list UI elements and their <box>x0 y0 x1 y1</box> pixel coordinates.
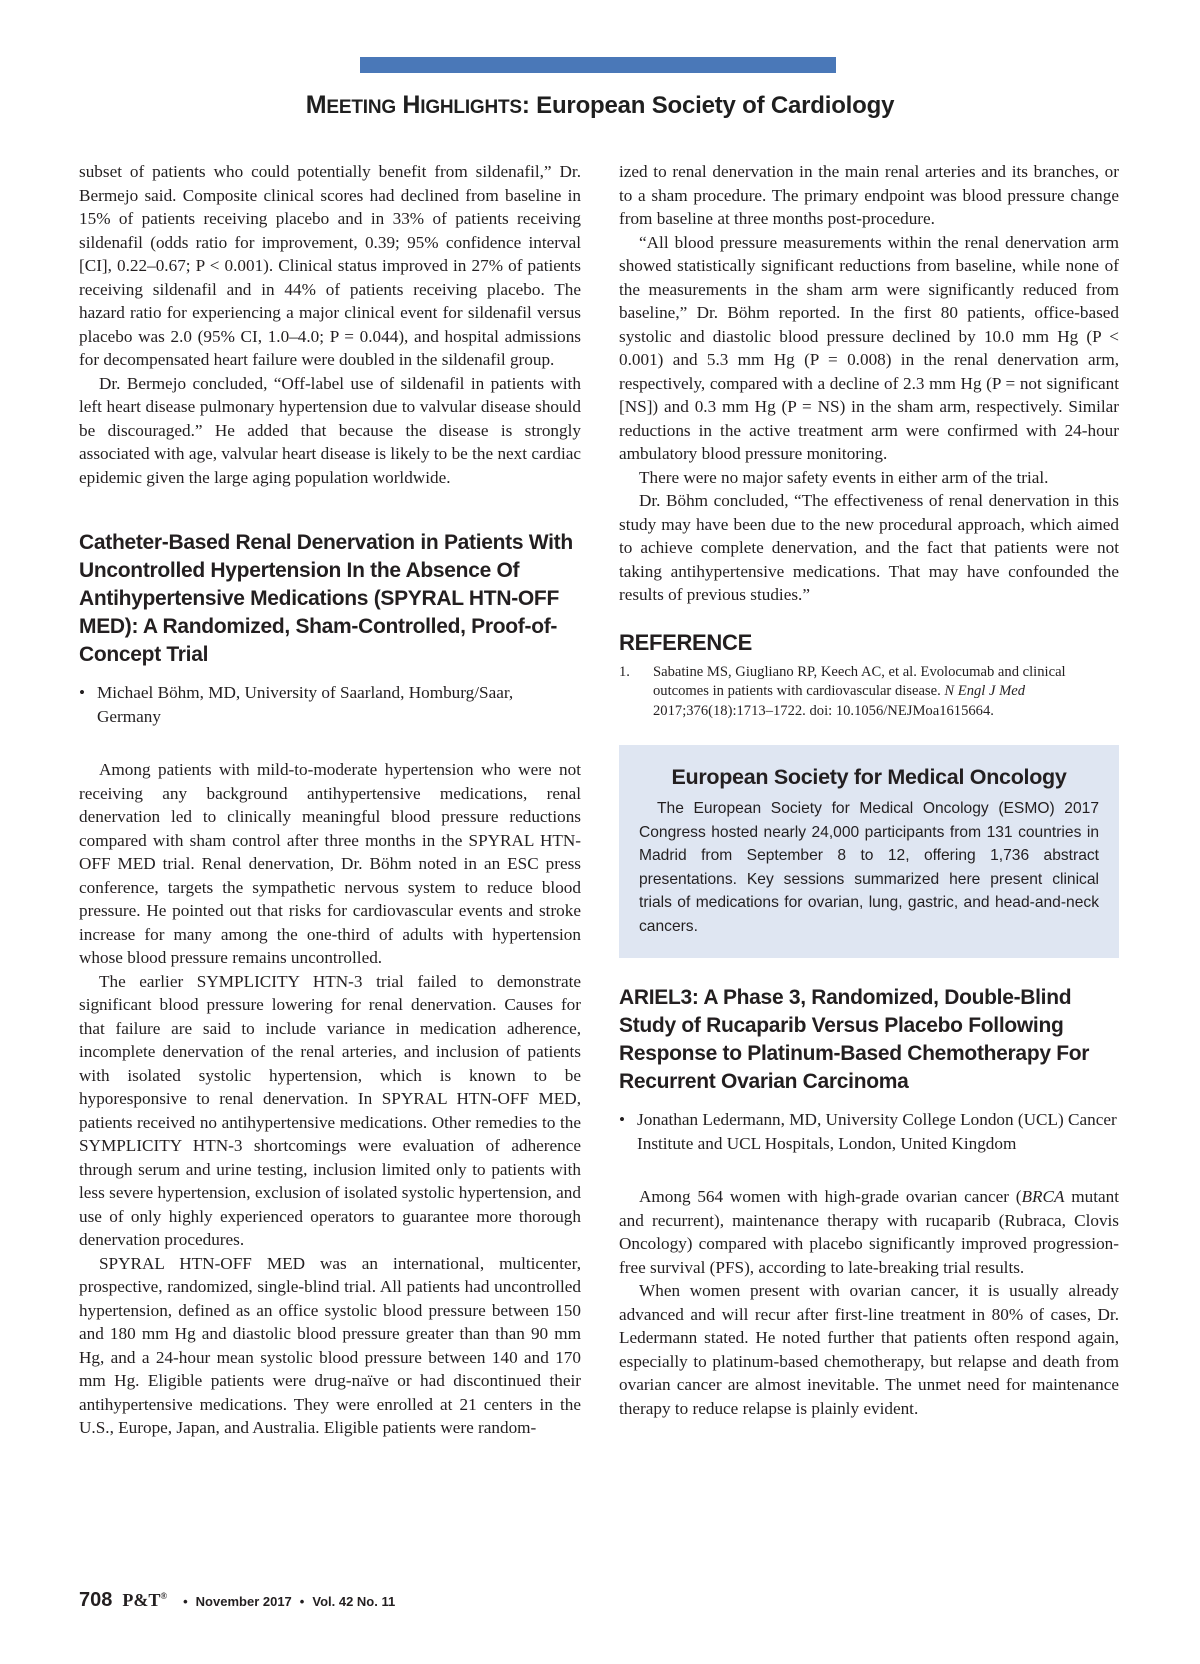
right-para-5-a: Among 564 women with high-grade ovarian cancer ( <box>639 1187 1022 1206</box>
left-para-4: The earlier SYMPLICITY HTN-3 trial failed to demonstrate significant blood pressure lowering for renal denervation. Causes for that failure are said to include variance in medication adherence, incomplete denervation of the renal arteries, and inclusion of patients with isolated systolic hypertension, which is known to be hyporesponsive to renal denervation. In SPYRAL HTN-OFF MED, patients received no antihypertensive medications. Other remedies to the SYMPLICITY HTN-3 shortcomings were evaluation of adherence through serum and urine testing, inclusion limited only to patients with less severe hypertension, exclusion of isolated systolic hypertension, and use of only highly experienced operators to guarantee more thorough denervation procedures. <box>79 971 581 1249</box>
reference-journal: N Engl J Med <box>944 683 1026 699</box>
header-accent-bar <box>360 57 836 73</box>
right-para-5-b: mutant and recurrent), maintenance therapy with rucaparib (Rubraca, Clovis Oncology) compared with placebo significantly improved progression-free survival (PFS), according to late-breaking trial results. <box>619 1187 1119 1277</box>
bullet-icon: • <box>619 1110 626 1129</box>
page-footer <box>79 1589 395 1612</box>
running-head-cap1: M <box>305 91 327 119</box>
left-para-1: subset of patients who could potentially benefit from sildenafil,” Dr. Bermejo said. Composite clinical scores had declined from baseline in 15% of patients receiving placebo and in 33% of patients receiving sildenafil (odds ratio for improvement, 0.39; 95% confidence interval [CI], 0.22–0.67; P < 0.001). Clinical status improved in 27% of patients receiving sildenafil and in 44% of patients receiving placebo. The hazard ratio for experiencing a major clinical event for sildenafil versus placebo was 2.0 (95% CI, 1.0–4.0; P = 0.044), and hospital admissions for decompensated heart failure were doubled in the sildenafil group. <box>79 162 581 369</box>
reference-text: Sabatine MS, Giugliano RP, Keech AC, et al. Evolocumab and clinical outcomes in patients with cardiovascular disease. <box>653 663 1066 699</box>
registered-mark: ® <box>160 1591 168 1601</box>
running-head <box>0 91 1200 120</box>
reference-body <box>653 663 1119 722</box>
bullet-icon: • <box>79 683 86 702</box>
running-head-rest: : European Society of Cardiology <box>521 92 895 119</box>
section-heading-spyral: Catheter-Based Renal Denervation in Patients With Uncontrolled Hypertension In the Absence Of Antihypertensive Medications (SPYRAL HTN-OFF MED): A Randomized, Sham-Controlled, Proof-of-Concept Trial <box>79 531 573 666</box>
byline-text: Michael Böhm, MD, University of Saarland, Homburg/Saar, Germany <box>97 683 514 726</box>
reference-item <box>619 663 1119 722</box>
journal-title: P&T <box>122 1590 161 1610</box>
volume: Vol. 42 No. 11 <box>312 1594 396 1609</box>
right-para-2: “All blood pressure measurements within the renal denervation arm showed statistically significant reductions from baseline, while none of the measurements in the sham arm were significantly reduced from baseline,” Dr. Böhm reported. In the first 80 patients, office-based systolic and diastolic blood pressure declined by 10.0 mm Hg (P < 0.001) and 5.3 mm Hg (P = 0.008) in the renal denervation arm, respectively, compared with a decline of 2.3 mm Hg (P = not significant [NS]) and 0.3 mm Hg (P = NS) in the sham arm, respectively. Similar reductions in the active treatment arm were confirmed with 24-hour ambulatory blood pressure monitoring. <box>619 232 1119 463</box>
left-para-2: Dr. Bermejo concluded, “Off-label use of sildenafil in patients with left heart disease pulmonary hypertension due to valvular disease should be discouraged.” He added that because the disease is strongly associated with age, valvular heart disease is likely to be the next cardiac epidemic given the large aging population worldwide. <box>79 373 581 487</box>
left-para-5: SPYRAL HTN-OFF MED was an international, multicenter, prospective, randomized, single-blind trial. All patients had uncontrolled hypertension, defined as an office systolic blood pressure between 150 and 180 mm Hg and diastolic blood pressure greater than than 90 mm Hg, and a 24-hour mean systolic blood pressure between 140 and 170 mm Hg. Eligible patients were drug-naïve or had discontinued their antihypertensive medications. They were enrolled at 21 centers in the U.S., Europe, Japan, and Australia. Eligible patients were random- <box>79 1253 581 1437</box>
esmo-callout-box <box>619 745 1119 958</box>
reference-tail: 2017;376(18):1713–1722. doi: 10.1056/NEJMoa1615664. <box>653 702 994 719</box>
reference-number: 1. <box>619 663 630 680</box>
byline-text: Jonathan Ledermann, MD, University College London (UCL) Cancer Institute and UCL Hospitals, London, United Kingdom <box>637 1110 1117 1153</box>
brca-term: BRCA <box>1021 1187 1065 1206</box>
byline-bohm <box>79 681 581 728</box>
esmo-box-body: The European Society for Medical Oncology (ESMO) 2017 Congress hosted nearly 24,000 participants from 131 countries in Madrid from September 8 to 12, offering 1,736 abstract presentations. Key sessions summarized here present clinical trials of medications for ovarian, lung, gastric, and head-and-neck cancers. <box>639 800 1099 935</box>
left-column <box>79 160 581 1440</box>
right-para-1: ized to renal denervation in the main renal arteries and its branches, or to a sham procedure. The primary endpoint was blood pressure change from baseline at three months post-procedure. <box>619 162 1119 228</box>
right-para-6: When women present with ovarian cancer, it is usually already advanced and will recur after first-line treatment in 80% of cases, Dr. Ledermann stated. He noted further that patients often respond again, especially to platinum-based chemotherapy, but relapse and death from ovarian cancer are almost inevitable. The unmet need for maintenance therapy to reduce relapse is plainly evident. <box>619 1281 1119 1418</box>
reference-heading: REFERENCE <box>619 629 752 655</box>
right-column <box>619 160 1119 1420</box>
footer-bullet-1: • <box>183 1594 188 1609</box>
byline-ledermann <box>619 1108 1119 1155</box>
page-number: 708 <box>79 1589 113 1611</box>
esmo-box-title: European Society for Medical Oncology <box>671 765 1067 789</box>
right-para-5 <box>619 1185 1119 1279</box>
section-heading-ariel3: ARIEL3: A Phase 3, Randomized, Double-Blind Study of Rucaparib Versus Placebo Following Response to Platinum-Based Chemotherapy For Recurrent Ovarian Carcinoma <box>619 986 1090 1093</box>
footer-bullet-2: • <box>299 1594 305 1609</box>
right-para-4: Dr. Böhm concluded, “The effectiveness of renal denervation in this study may have been due to the new procedural approach, which aimed to achieve complete denervation, and the fact that patients were not taking antihypertensive medications. That may have confounded the results of previous studies.” <box>619 491 1119 604</box>
issue-date: November 2017 <box>195 1594 292 1609</box>
journal-name <box>122 1590 167 1611</box>
running-head-cap2: H <box>402 91 421 119</box>
right-para-3: There were no major safety events in either arm of the trial. <box>639 467 1049 487</box>
left-para-3: Among patients with mild-to-moderate hypertension who were not receiving any background antihypertensive medications, renal denervation led to clinically meaningful blood pressure reductions compared with sham control after three months in the SPYRAL HTN-OFF MED trial. Renal denervation, Dr. Böhm noted in an ESC press conference, targets the sympathetic nervous system to reduce blood pressure. He pointed out that risks for cardiovascular events and stroke increase for many among the one-third of adults with hypertension whose blood pressure remains uncontrolled. <box>79 760 581 967</box>
running-head-small1: EETING <box>326 97 396 118</box>
running-head-small2: IGHLIGHTS <box>420 97 522 118</box>
